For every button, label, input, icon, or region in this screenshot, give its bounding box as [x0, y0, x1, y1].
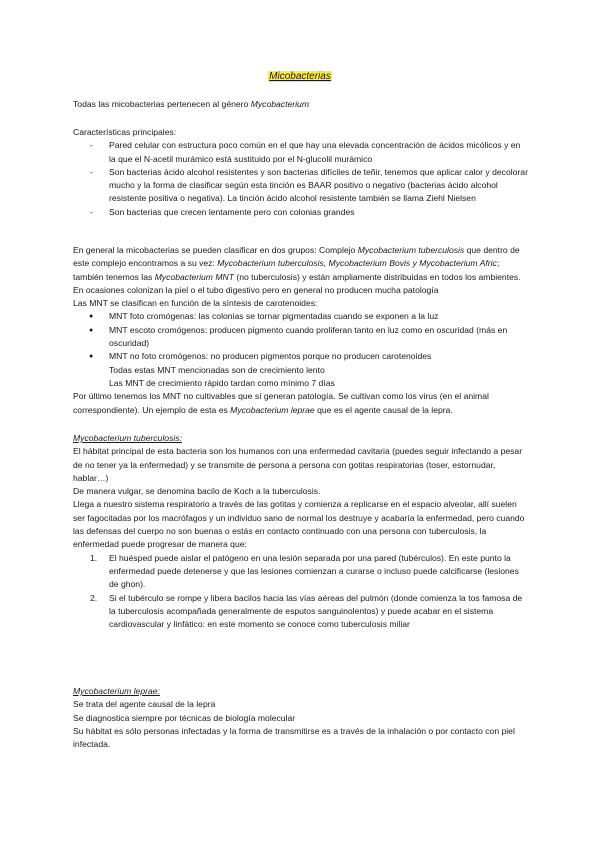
- species-name: Mycobacterium MNT: [154, 271, 234, 282]
- tuberculosis-heading: Mycobacterium tuberculosis:: [73, 433, 182, 443]
- leprae-line: Se diagnostica siempre por técnicas de biología molecular: [73, 712, 296, 723]
- leprae-section: [73, 685, 528, 751]
- growth-note-slow: Todas estas MNT mencionadas son de crecimiento lento: [109, 364, 325, 375]
- list-item: ● MNT escoto cromógenos: producen pigmento cuando proliferan tanto en luz como en oscuridad (más en oscuridad): [73, 324, 528, 351]
- step-text: El huésped puede aislar el patógeno en una lesión separada por una pared (tubérculos). En este punto la enfermedad puede detenerse y que las lesiones comienzan a curarse o incluso puede calcificarse (lesiones de ghon).: [109, 552, 519, 590]
- growth-note-fast: Las MNT de crecimiento rápido tardan como mínimo 7 días: [109, 377, 335, 388]
- page-title: [0, 71, 600, 82]
- species-name: Mycobacterium leprae: [230, 404, 315, 415]
- list-item: ● MNT foto cromógenas: las colonias se tornar pigmentadas cuando se exponen a la luz: [73, 310, 528, 323]
- text-run: ; también tenemos las: [73, 258, 500, 282]
- tuberculosis-infection: Llega a nuestro sistema respiratorio a través de las gotitas y comienza a replicarse en el espacio alveolar, allí suelen ser fagocitadas por los macrófagos y un individuo sano de normal los destruye y acabaría la enfermedad, pero cuando las defensas del cuerpo no son buenas o estás en contacto continuado con una persona con tuberculosis, la enfermedad puede progresar de manera que:: [73, 499, 525, 550]
- leprae-heading: Mycobacterium leprae:: [73, 686, 160, 696]
- list-item: ● MNT no foto cromógenos: no producen pigmentos porque no producen carotenoides: [73, 350, 528, 363]
- intro-text: Todas las micobacterias pertenecen al género: [73, 99, 251, 109]
- text-run: que dentro de este complejo encontramos a su vez:: [73, 245, 520, 269]
- text-run: En general la micobacterias se pueden clasificar en dos grupos: Complejo: [73, 245, 358, 255]
- leprae-line: Su hábitat es sólo personas infectadas y la forma de transmitirse es a través de la inhalación o por contacto con piel infectada.: [73, 725, 515, 750]
- features-section: [73, 126, 528, 219]
- step-number: 2.: [90, 592, 98, 603]
- list-item: [73, 592, 528, 632]
- text-run: (no tuberculosis) y están ampliamente distribuidas en todos los ambientes. En ocasiones colonizan la piel o el tubo digestivo pero en general no producen mucha patología: [73, 271, 521, 295]
- classification-paragraph: [73, 244, 528, 297]
- tuberculosis-koch: De manera vulgar, se denomina bacilo de Koch a la tuberculosis.: [73, 486, 321, 497]
- intro-paragraph: [73, 98, 528, 111]
- mnt-intro: Las MNT se clasifican en función de la síntesis de carotenoides:: [73, 298, 318, 309]
- features-list: [73, 139, 528, 219]
- list-item: - Pared celular con estructura poco común en el que hay una elevada concentración de ácidos micólicos y en la que el N-acetil murámico está sustituido por el N-glucolil murámico: [73, 139, 528, 166]
- non-cultivable-paragraph: [73, 390, 528, 417]
- list-item: - Son bacterias ácido alcohol resistentes y son bacterias difíciles de teñir, tenemos que aplicar calor y decolorar mucho y la forma de clasificar según esta tinción es BAAR positivo o negativo (bacterias ácido alcohol resistente positiva o negativa). La tinción ácido alcohol resistente también se llama Ziehl Nielsen: [73, 166, 528, 206]
- text-run: que es el agente causal de la lepra.: [314, 404, 453, 415]
- tuberculosis-section: [73, 432, 528, 631]
- species-name: Mycobacterium tuberculosis, Mycobacterium Bovis y Mycobacterium Afric: [217, 258, 497, 269]
- classification-section: [73, 244, 528, 417]
- list-item: [73, 552, 528, 592]
- features-heading: Características principales:: [73, 127, 177, 137]
- highlighted-title: Micobacterias: [269, 71, 331, 82]
- species-name: Mycobacterium tuberculosis: [357, 245, 465, 255]
- mnt-list: [73, 310, 528, 363]
- list-item: - Son bacterias que crecen lentamente pero con colonias grandes: [73, 206, 528, 219]
- genus-name: Mycobacterium: [250, 99, 309, 109]
- text-run: Por último tenemos los MNT no cultivables que sí generan patología. Se cultivan como los virus (en el animal correspondiente). Un ejemplo de esta es: [73, 391, 489, 415]
- step-text: Si el tubérculo se rompe y libera bacilos hacia las vías aéreas del pulmón (donde comienza la tos famosa de la tuberculosis acompañada generalmente de esputos sanguinolentos) y puede acabar en el sistema cardiovascular y linfático: en este momento se conoce como tuberculosis miliar: [109, 592, 523, 630]
- progression-list: [73, 552, 528, 632]
- step-number: 1.: [90, 552, 98, 563]
- tuberculosis-habitat: El hábitat principal de esta bacteria son los humanos con una enfermedad cavitaria (puedes seguir infectando a pesar de no tener ya la enfermedad) y se transmite de persona a persona con gotitas respiratorias (toser, estornudar, hablar…): [73, 446, 523, 483]
- leprae-line: Se trata del agente causal de la lepra: [73, 699, 216, 710]
